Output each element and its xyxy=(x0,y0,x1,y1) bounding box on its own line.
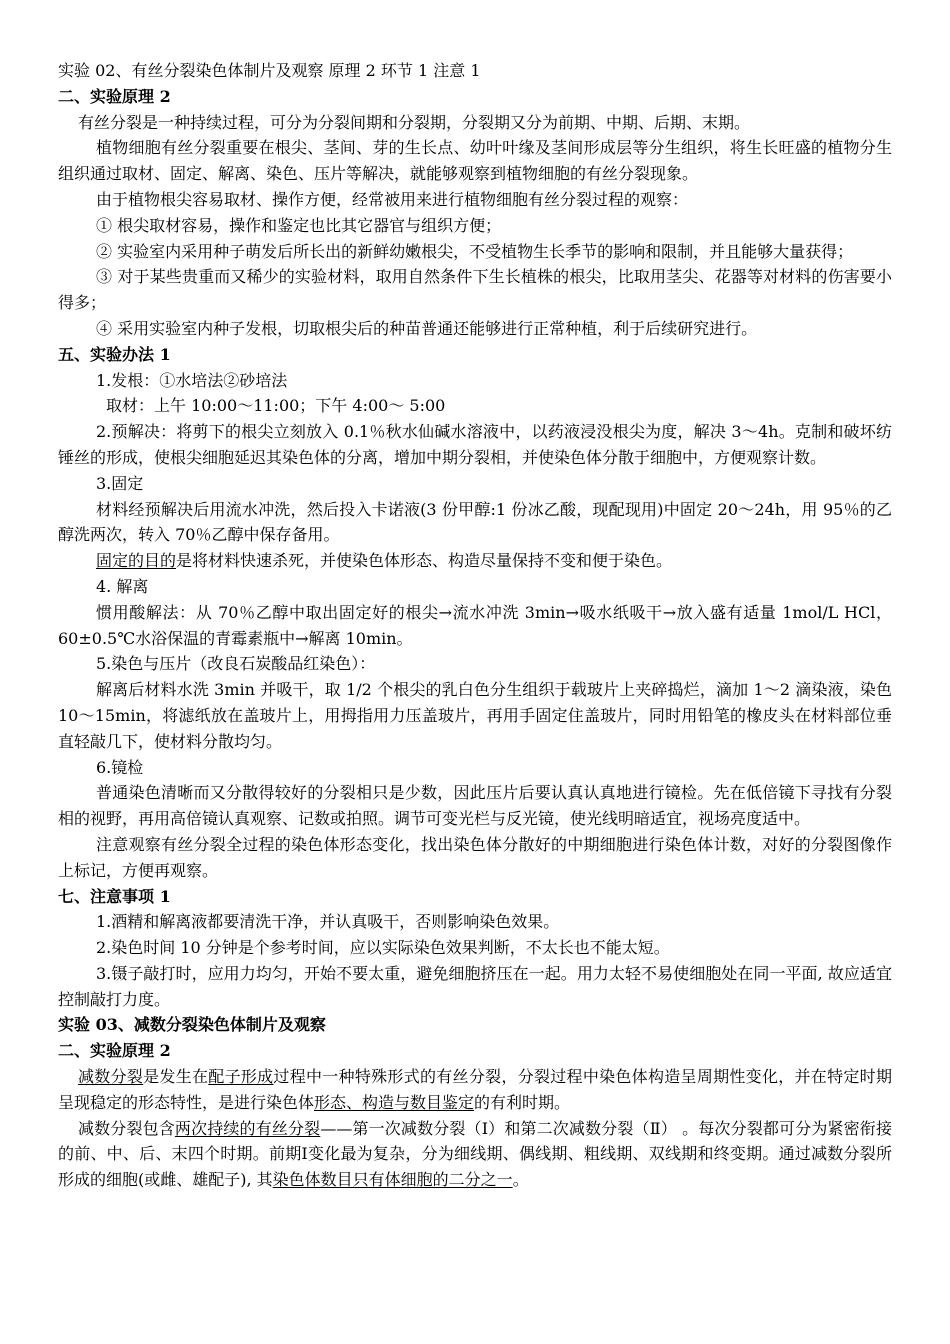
gamete-formation-term: 配子形成 xyxy=(208,1067,274,1087)
note-3: 3.镊子敲打时，应用力均匀，开始不要太重，避免细胞挤压在一起。用力太轻不易使细胞处在同一平面, 故应适宜控制敲打力度。 xyxy=(58,963,892,1009)
method-step-3-text: 材料经预解决后用流水冲洗，然后投入卡诺液(3 份甲醇:1 份冰乙酸，现配现用)中固定 20～24h，用 95％的乙醇洗两次，转入 70％乙醇中保存备用。 xyxy=(58,499,892,545)
method-step-6-title: 6.镜检 xyxy=(96,757,144,777)
note-1: 1.酒精和解离液都要清洗干净，并认真吸干，否则影响染色效果。 xyxy=(96,912,560,932)
half-chromosome-term: 染色体数目只有体细胞的二分之一 xyxy=(272,1170,513,1190)
method-step-3-purpose xyxy=(58,548,892,574)
method-step-5-text: 解离后材料水洗 3min 并吸干，取 1/2 个根尖的乳白色分生组织于载玻片上夹碎捣烂，滴加 1～2 滴染液，染色 10～15min，将滤纸放在盖玻片上，用拇指用力压盖玻片，再用手固定住盖玻片，同时用铅笔的橡皮头在材料部位垂直轻敲几下，使材料分散均匀。 xyxy=(58,680,892,751)
chromosome-identification-term: 形态、构造与数目鉴定 xyxy=(314,1092,475,1112)
principle-item-4: ④ 采用实验室内种子发根，切取根尖后的种苗普通还能够进行正常种植，利于后续研究进行。 xyxy=(96,318,758,338)
fixation-purpose-underlined: 固定的目的 xyxy=(96,551,177,571)
principle-paragraph-1: 有丝分裂是一种持续过程，可分为分裂间期和分裂期，分裂期又分为前期、中期、后期、末期。 xyxy=(78,112,751,132)
note-2: 2.染色时间 10 分钟是个参考时间，应以实际染色效果判断，不太长也不能太短。 xyxy=(96,938,670,958)
meiosis-text-1: 是发生在 xyxy=(143,1067,209,1087)
section-method-heading: 五、实验办法 1 xyxy=(58,344,171,364)
section-notes-heading: 七、注意事项 1 xyxy=(58,886,171,906)
principle-paragraph-2: 植物细胞有丝分裂重要在根尖、茎间、芽的生长点、幼叶叶缘及茎间形成层等分生组织，将生长旺盛的植物分生组织通过取材、固定、解离、染色、压片等解决，就能够观察到植物细胞的有丝分裂现象。 xyxy=(58,138,892,184)
method-step-6-text-2: 注意观察有丝分裂全过程的染色体形态变化，找出染色体分散好的中期细胞进行染色体计数，对好的分裂图像作上标记，方便再观察。 xyxy=(58,834,892,880)
meiosis-text-5: ——第一次减数分裂（Ⅰ）和第二次减数分裂（Ⅱ） 。每次分裂都可分为紧密衔接的前、中、后、末四个时期。前期Ⅰ变化最为复杂，分为细线期、偶线期、粗线期、双线期和终变期。通过减数分裂所形成的细胞(或雌、雄配子), 其 xyxy=(58,1118,892,1190)
meiosis-paragraph-1 xyxy=(58,1064,892,1116)
meiosis-term: 减数分裂 xyxy=(78,1067,144,1087)
experiment-03-title: 实验 03、减数分裂染色体制片及观察 xyxy=(58,1015,326,1035)
method-step-2: 2.预解决：将剪下的根尖立刻放入 0.1％秋水仙碱水溶液中，以药液浸没根尖为度，解决 3～4h。克制和破坏纺锤丝的形成，使根尖细胞延迟其染色体的分离，增加中期分裂相，并使染色体分散于细胞中，方便观察计数。 xyxy=(58,422,892,467)
method-step-1: 1.发根：①水培法②砂培法 xyxy=(96,370,288,390)
method-step-5-title: 5.染色与压片（改良石炭酸品红染色）： xyxy=(96,654,376,674)
principle-item-2: ② 实验室内采用种子萌发后所长出的新鲜幼嫩根尖，不受植物生长季节的影响和限制，并且能够大量获得； xyxy=(96,241,854,261)
method-step-4-text: 惯用酸解法：从 70％乙醇中取出固定好的根尖→流水冲洗 3min→吸水纸吸干→放入盛有适量 1mol/L HCl，60±0.5℃水浴保温的青霉素瓶中→解离 10min。 xyxy=(58,602,892,648)
method-step-4-title: 4. 解离 xyxy=(96,576,149,596)
fixation-purpose-text: 是将材料快速杀死，并使染色体形态、构造尽量保持不变和便于染色。 xyxy=(176,551,673,571)
principle-item-3: ③ 对于某些贵重而又稀少的实验材料，取用自然条件下生长植株的根尖，比取用茎尖、花器等对材料的伤害要小得多； xyxy=(58,267,892,313)
meiosis-text-4: 减数分裂包含 xyxy=(78,1118,175,1138)
principle-paragraph-3: 由于植物根尖容易取材、操作方便，经常被用来进行植物细胞有丝分裂过程的观察： xyxy=(96,189,689,209)
experiment-03-principle-heading: 二、实验原理 2 xyxy=(58,1041,171,1061)
meiosis-text-6: 。 xyxy=(512,1170,529,1190)
meiosis-paragraph-2 xyxy=(58,1116,892,1193)
experiment-02-title: 实验 02、有丝分裂染色体制片及观察 原理 2 环节 1 注意 1 xyxy=(58,61,481,80)
method-step-3-title: 3.固定 xyxy=(96,473,144,493)
section-principle-heading: 二、实验原理 2 xyxy=(58,86,171,106)
method-step-1-timing: 取材：上午 10:00～11:00；下午 4:00～ 5:00 xyxy=(106,396,446,416)
meiosis-text-2: 过程中一种特殊形式的有丝分裂，分裂过程中染色体构造呈周期性变化，并在特定时期呈现稳定的形态特性，是进行染色体 xyxy=(58,1067,892,1112)
method-step-6-text-1: 普通染色清晰而又分散得较好的分裂相只是少数，因此压片后要认真认真地进行镜检。先在低倍镜下寻找有分裂相的视野，再用高倍镜认真观察、记数或拍照。调节可变光栏与反光镜，使光线明暗适宜，视场亮度适中。 xyxy=(58,783,892,829)
principle-item-1: ① 根尖取材容易，操作和鉴定也比其它器官与组织方便； xyxy=(96,215,502,235)
two-divisions-term: 两次持续的有丝分裂 xyxy=(174,1118,321,1138)
meiosis-text-3: 的有利时期。 xyxy=(474,1092,571,1112)
